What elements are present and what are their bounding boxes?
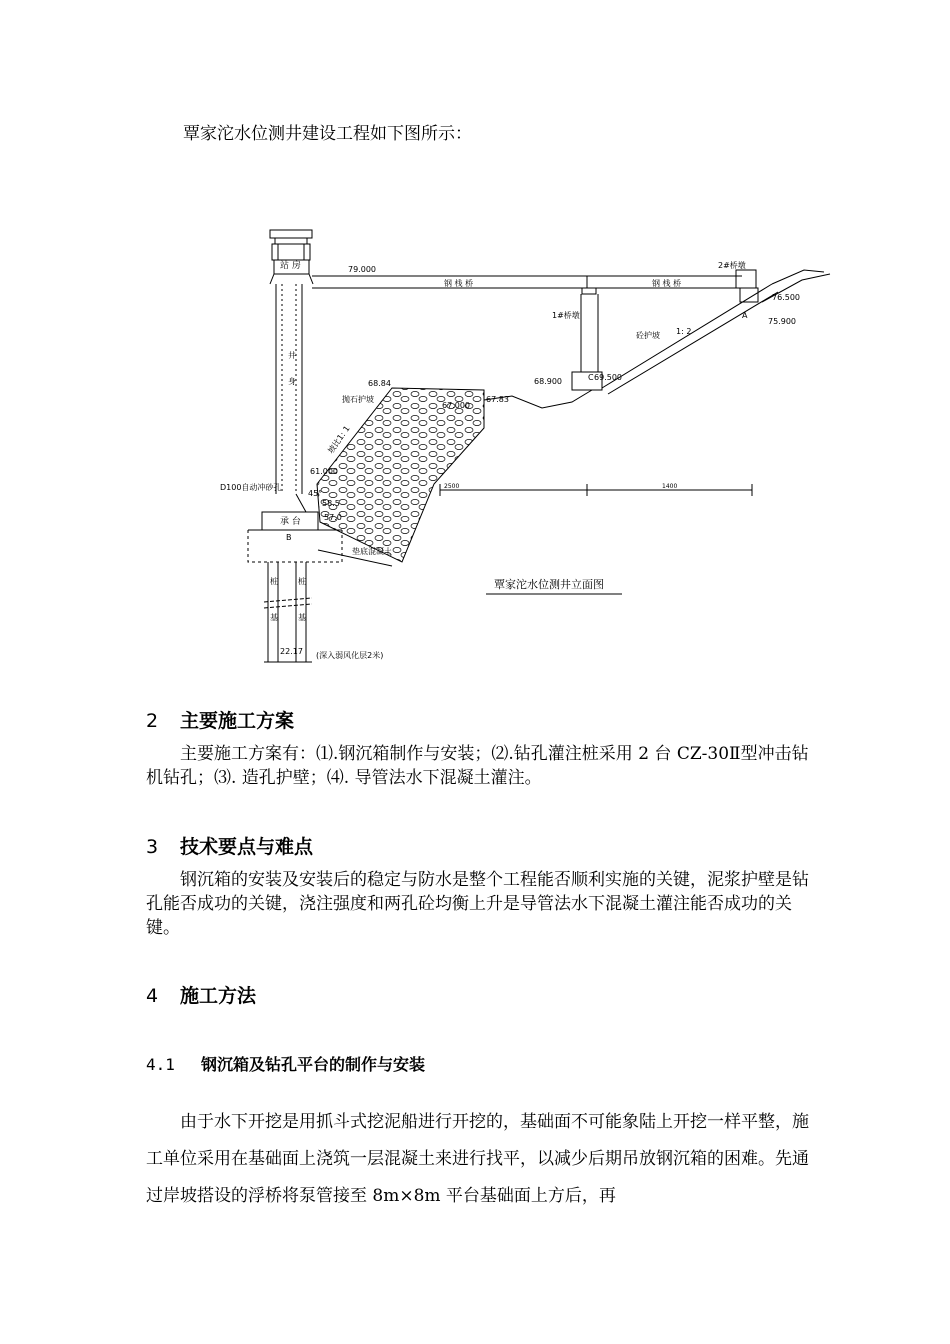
revetment-label: 砼护坡 [636, 331, 660, 340]
subsection-title: 钢沉箱及钻孔平台的制作与安装 [201, 1055, 426, 1074]
section-body-3: 钢沉箱的安装及安装后的稳定与防水是整个工程能否顺利实施的关键，泥浆护壁是钻孔能否成功的关键，浇注强度和两孔砼均衡上升是导管法水下混凝土灌注能否成功的关键。 [146, 870, 809, 938]
angle-label: 45° [308, 489, 323, 498]
pile-note: (深入弱风化层2米) [316, 651, 384, 660]
subsection-body: 由于水下开挖是用抓斗式挖泥船进行开挖的，基础面不可能象陆上开挖一样平整，施工单位采用在基础面上浇筑一层混凝土来进行找平，以减少后期吊放钢沉箱的困难。先通过岸坡搭设的浮桥将泵管接至 8m×8m 平台基础面上方后，再 [146, 1112, 809, 1206]
house-label: 站 房 [280, 261, 301, 271]
pile-label-2: 桩 [298, 577, 306, 586]
point-c: C [588, 373, 594, 382]
slope-ratio: 1: 2 [676, 327, 692, 336]
section-number: 3 [146, 836, 159, 858]
point-a: A [742, 311, 748, 320]
subsection-heading [146, 1052, 425, 1075]
elev-pile-bottom: 22.17 [280, 647, 303, 656]
section-body-2: 主要施工方案有：⑴.钢沉箱制作与安装；⑵.钻孔灌注桩采用 2 台 CZ-30Ⅱ型冲击钻机钻孔；⑶. 造孔护壁；⑷. 导管法水下混凝土灌注。 [146, 744, 809, 788]
cap-label: 承 台 [280, 517, 301, 527]
section-title: 主要施工方案 [180, 710, 295, 732]
section-number: 2 [146, 710, 159, 732]
cushion-label: 垫底混凝土 [352, 547, 392, 556]
elev-bank-base: 75.900 [768, 317, 796, 326]
section-title: 施工方法 [180, 985, 257, 1007]
pier1-label: 1#桥墩 [552, 311, 580, 320]
section-heading-4 [146, 981, 256, 1008]
elev-well-low: 61.000 [310, 467, 338, 476]
figure-caption: 覃家沱水位测井立面图 [494, 578, 604, 591]
well-label-2: 身 [288, 377, 296, 386]
well-label-1: 井 [288, 351, 296, 360]
dim-left: 2500 [444, 483, 460, 490]
elev-pier1-base: 69.500 [594, 373, 622, 382]
elev-ledge: 67.83 [486, 395, 509, 404]
well-shaft [276, 284, 306, 512]
pier-2 [736, 270, 758, 302]
elev-riprap-top: 68.84 [368, 379, 391, 388]
pile-label-4: 基 [298, 613, 306, 622]
pier2-label: 2#桥墩 [718, 261, 746, 270]
station-house [270, 230, 313, 284]
bridge-right-label: 钢 栈 桥 [652, 279, 682, 288]
section-heading-3 [146, 832, 313, 859]
elev-bridge: 79.000 [348, 265, 376, 274]
section-title: 技术要点与难点 [180, 836, 314, 858]
intro-paragraph: 覃家沱水位测井建设工程如下图所示： [183, 124, 472, 144]
well-elevation-drawing [212, 222, 832, 667]
elev-cap-top: 58.5 [322, 499, 340, 508]
pile-label-1: 桩 [270, 577, 278, 586]
subsection-number: 4.1 [146, 1055, 175, 1074]
pile-label-3: 基 [270, 613, 278, 622]
section-number: 4 [146, 985, 159, 1007]
bridge-left-label: 钢 栈 桥 [444, 279, 474, 288]
elev-riprap-mid: 67.000 [442, 401, 470, 410]
riprap-slope-label: 坡比1: 1 [326, 424, 352, 456]
dim-right: 1400 [662, 483, 678, 490]
point-b: B [286, 533, 292, 542]
elev-step: 68.900 [534, 377, 562, 386]
section-heading-2 [146, 706, 294, 733]
elev-bank-top: 76.500 [772, 293, 800, 302]
riprap-label: 抛石护坡 [342, 395, 374, 404]
elev-cap-bottom: 57.0 [324, 513, 342, 522]
flush-hole-label: D100自动冲砂孔 [220, 483, 282, 492]
dimension-line [440, 484, 752, 496]
